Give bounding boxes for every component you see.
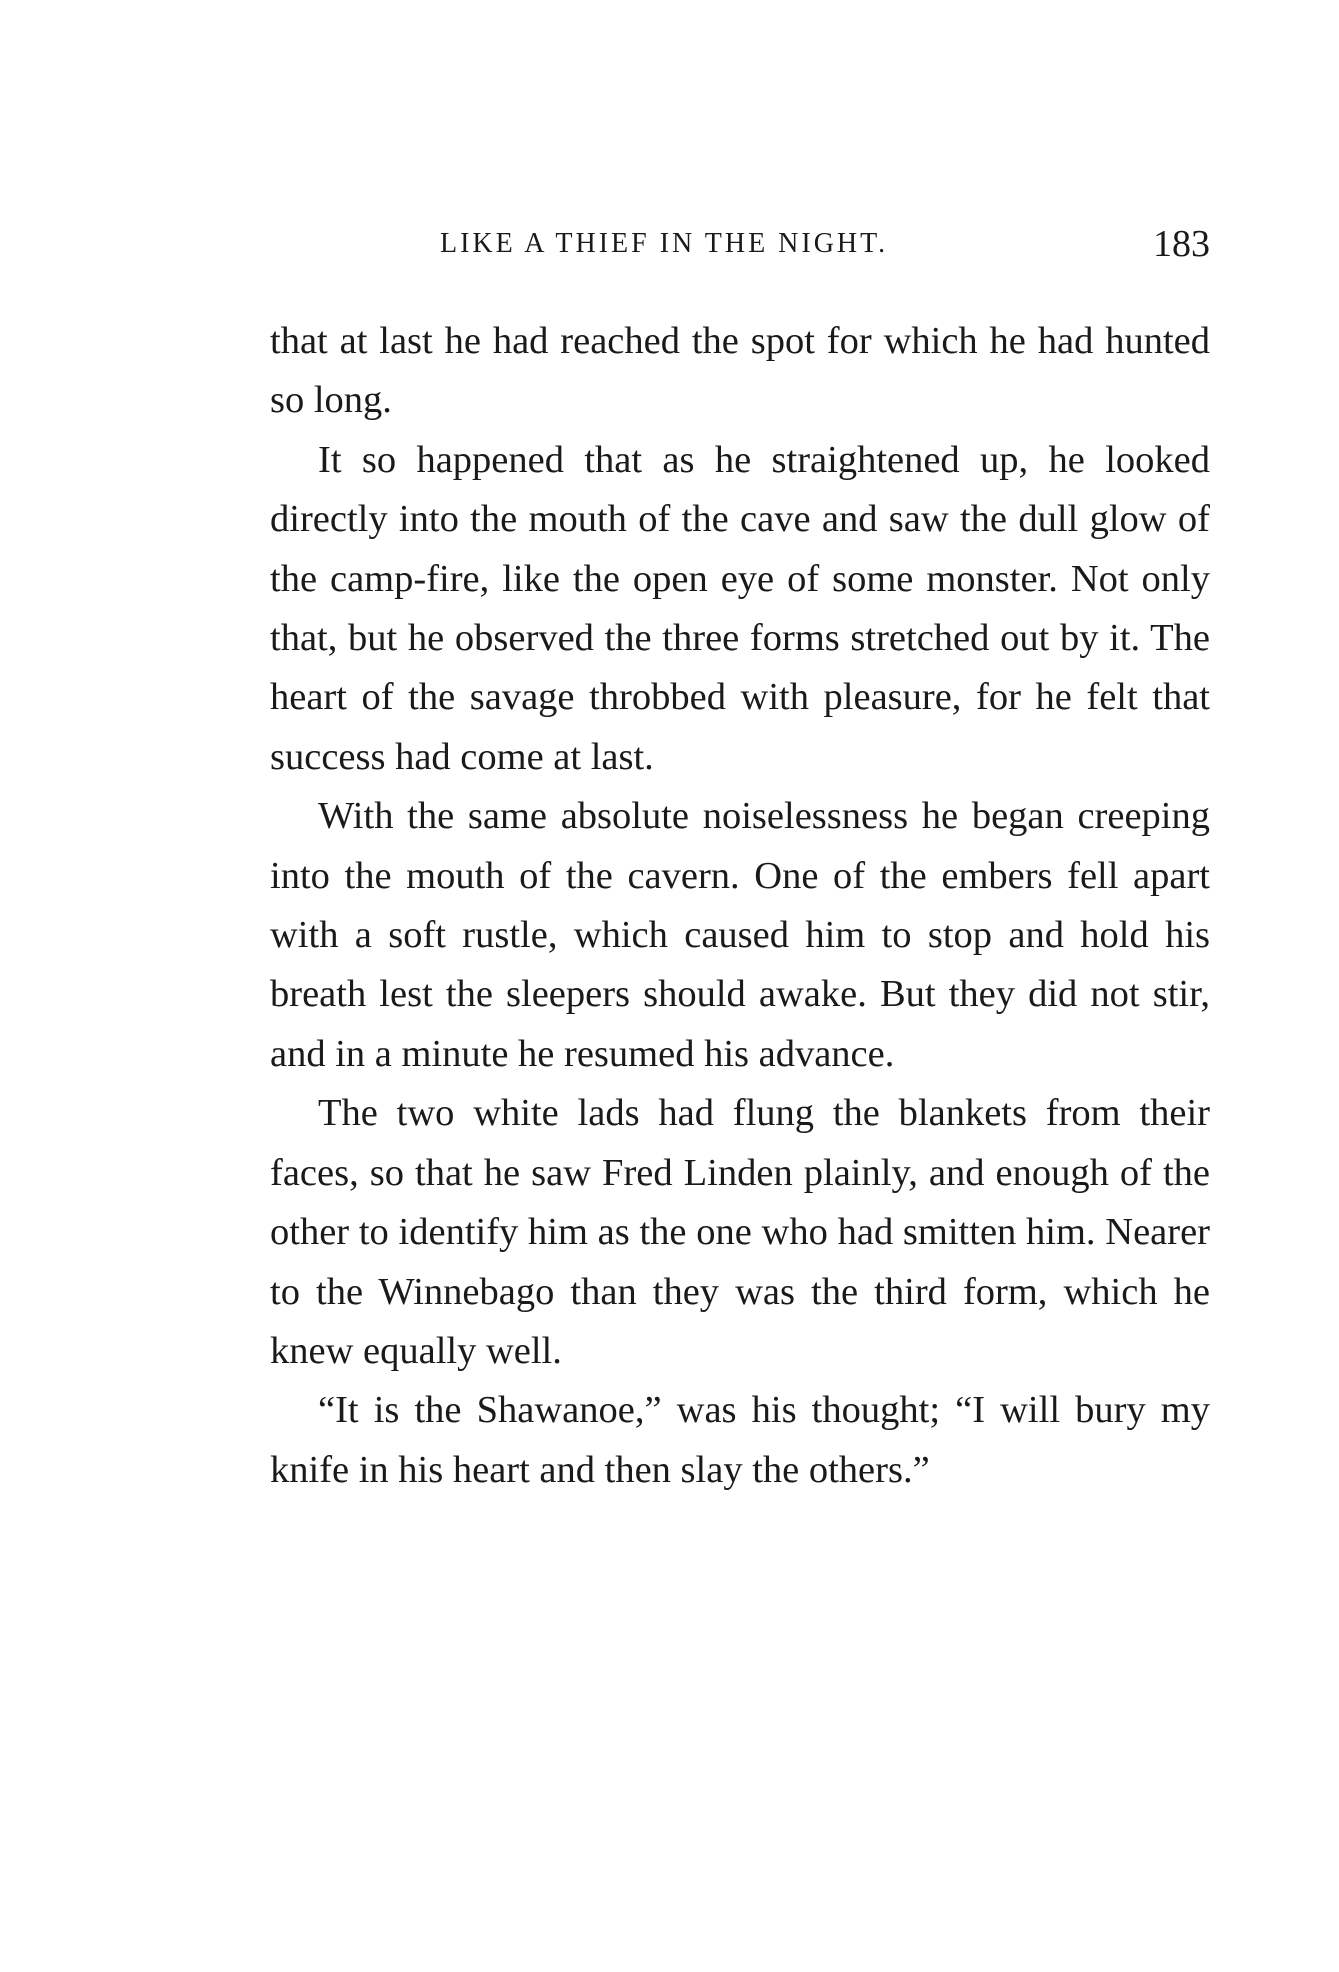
- paragraph-5: “It is the Shawanoe,” was his thought; “I will bury my knife in his heart and then slay the others.”: [270, 1389, 1210, 1491]
- running-title: LIKE A THIEF IN THE NIGHT.: [440, 228, 889, 259]
- paragraph-2: It so happened that as he straightened up, he looked directly into the mouth of the cave and saw the dull glow of the camp-fire, like the open eye of some monster. Not only that, but he observed the three forms stretched out by it. The heart of the savage throbbed with pleasure, for he felt that success had come at last.: [270, 438, 1210, 778]
- paragraph-1: that at last he had reached the spot for which he had hunted so long.: [270, 320, 1210, 422]
- paragraph-4: The two white lads had flung the blankets from their faces, so that he saw Fred Linden plainly, and enough of the other to identify him as the one who had smitten him. Nearer to the Winnebago than they was the third form, which he knew equally well.: [270, 1092, 1210, 1372]
- paragraph-3: With the same absolute noiselessness he began creeping into the mouth of the cavern. One of the embers fell apart with a soft rustle, which caused him to stop and hold his breath lest the sleepers should awake. But they did not stir, and in a minute he resumed his advance.: [270, 795, 1210, 1075]
- running-head: [270, 222, 1210, 272]
- page-number: 183: [1153, 223, 1210, 265]
- body-text: [270, 312, 1210, 1500]
